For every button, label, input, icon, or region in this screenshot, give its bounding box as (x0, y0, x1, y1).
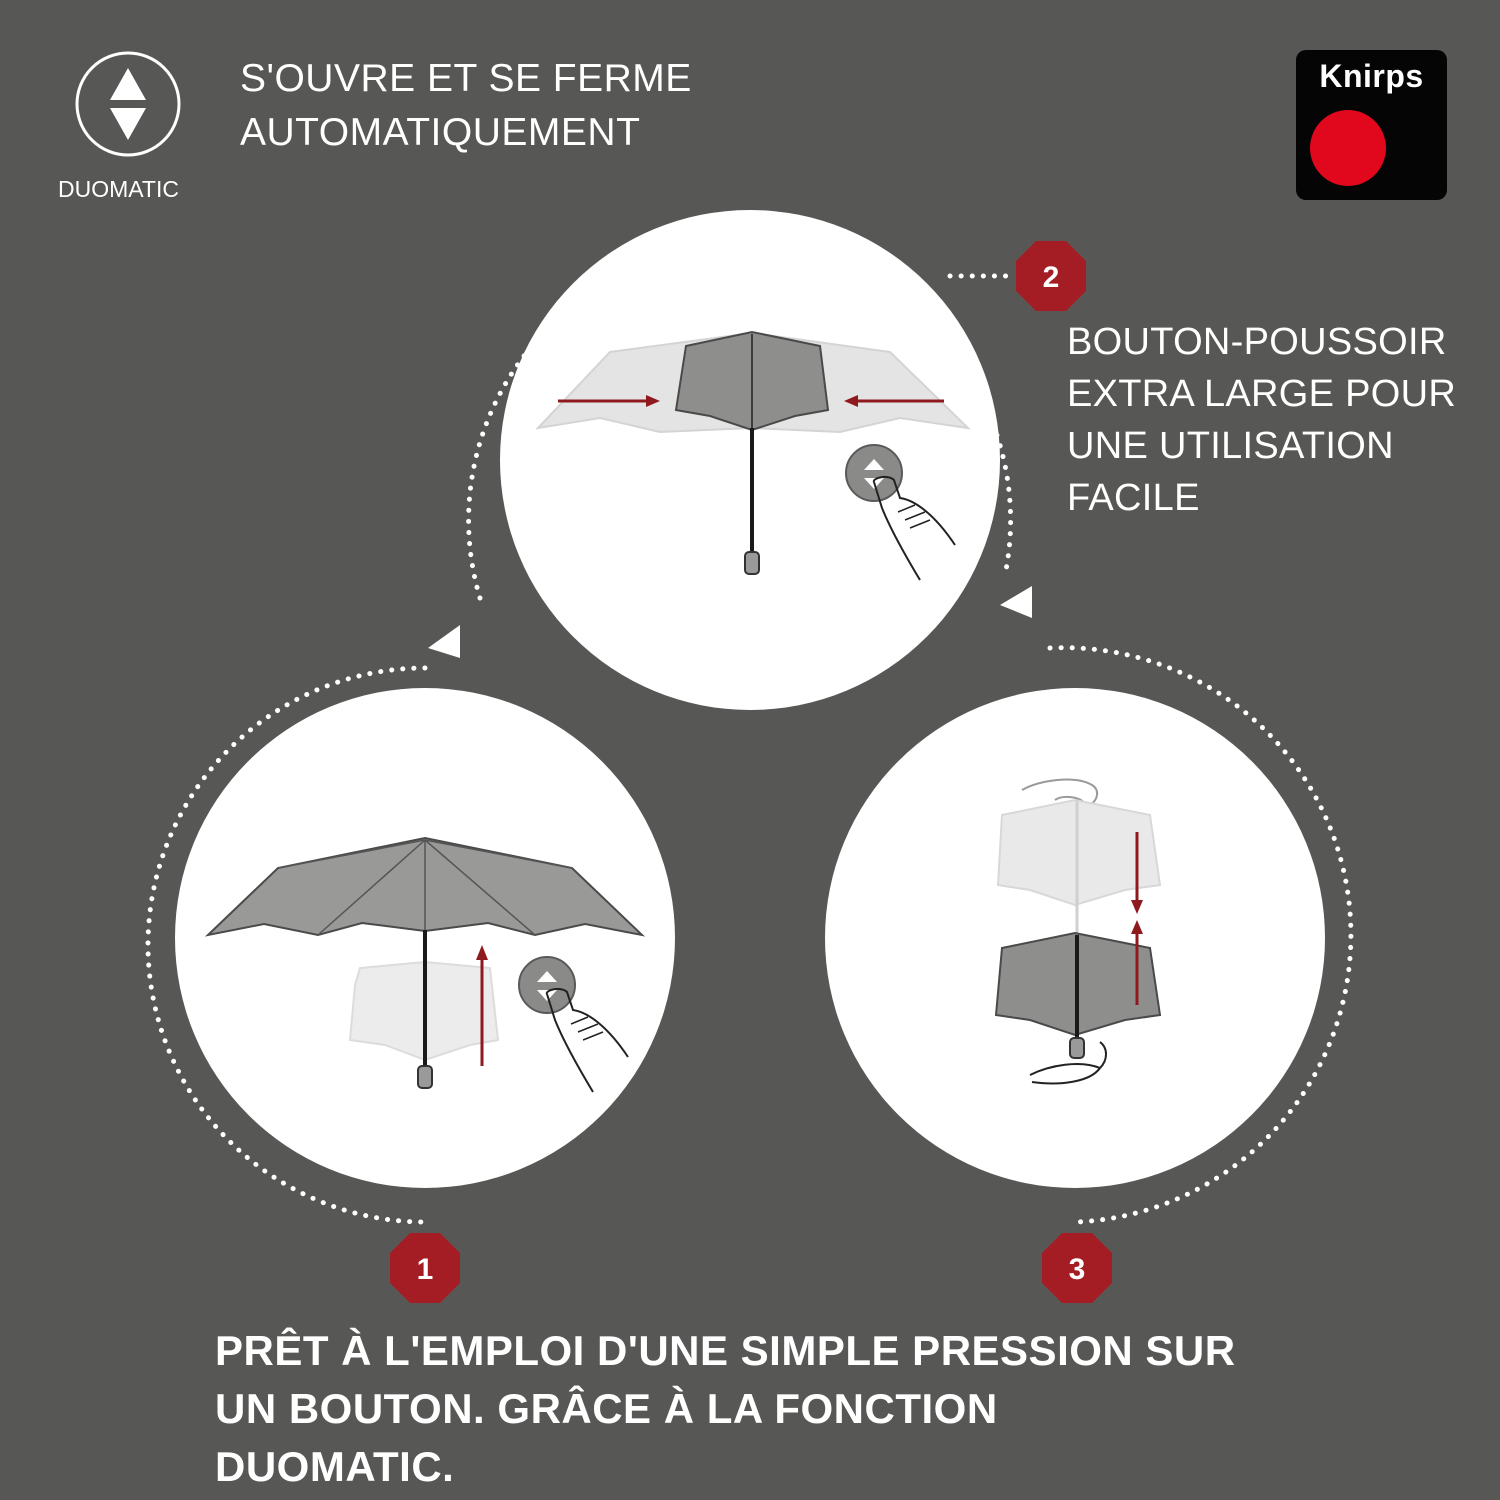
footer-caption (215, 1322, 1236, 1496)
step-badge-2 (1016, 241, 1086, 311)
step-number-1: 1 (416, 1253, 434, 1286)
step-badge-3 (1042, 1233, 1112, 1303)
step2-line: EXTRA LARGE POUR (1067, 373, 1457, 415)
brand-name: Knirps (1319, 58, 1424, 94)
umbrella-handle (1070, 1038, 1084, 1058)
arrowhead-2-to-3 (1000, 586, 1032, 618)
duomatic-label: DUOMATIC (58, 176, 179, 202)
umbrella-handle (745, 552, 759, 574)
step2-line: UNE UTILISATION (1067, 425, 1394, 467)
step-badge-1 (390, 1233, 460, 1303)
push-button-icon (846, 445, 902, 501)
push-button-icon (519, 957, 575, 1013)
footer-line: DUOMATIC. (215, 1443, 455, 1490)
brand-logo (1296, 50, 1447, 200)
footer-line: PRÊT À L'EMPLOI D'UNE SIMPLE PRESSION SUR (215, 1327, 1236, 1374)
brand-red-dot (1310, 110, 1386, 186)
umbrella-handle (418, 1066, 432, 1088)
title-line: S'OUVRE ET SE FERME (240, 57, 692, 100)
step-number-2: 2 (1042, 261, 1060, 294)
title-line: AUTOMATIQUEMENT (240, 111, 641, 154)
step-number-3: 3 (1068, 1253, 1086, 1286)
step2-description (1067, 316, 1456, 524)
step2-line: BOUTON-POUSSOIR (1067, 321, 1447, 363)
footer-line: UN BOUTON. GRÂCE À LA FONCTION (215, 1385, 998, 1432)
arrowhead-1-to-2 (428, 625, 460, 658)
page-title (240, 52, 692, 160)
step2-line: FACILE (1067, 477, 1200, 519)
